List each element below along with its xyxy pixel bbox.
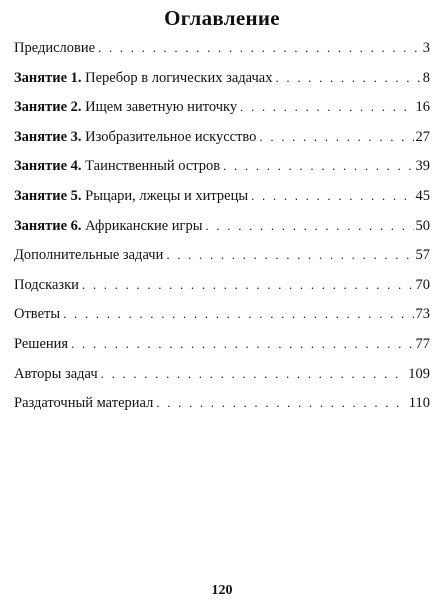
dot-leader: [223, 158, 413, 174]
toc-entry-lesson: Занятие 4.: [14, 158, 82, 175]
toc-entry-page: 45: [415, 187, 430, 204]
toc-entry-page: 27: [415, 128, 430, 145]
dot-leader: [166, 247, 413, 263]
dot-leader: [101, 366, 407, 382]
table-of-contents: [14, 40, 430, 425]
toc-entry-page: 57: [415, 247, 430, 264]
toc-entry-page: 70: [415, 276, 430, 293]
toc-entry-lesson: Занятие 2.: [14, 99, 82, 116]
toc-entry-text: [14, 158, 220, 175]
toc-entry-title: Таинственный остров: [85, 158, 221, 175]
toc-entry-text: [14, 188, 248, 205]
toc-entry-text: [14, 99, 237, 116]
toc-entry-title: Решения: [14, 335, 69, 352]
toc-entry: [14, 158, 430, 188]
toc-entry: [14, 247, 430, 277]
toc-entry-lesson: Занятие 6.: [14, 217, 82, 234]
toc-entry-title: Изобразительное искусство: [85, 128, 257, 145]
toc-entry: [14, 306, 430, 336]
toc-entry: [14, 188, 430, 218]
toc-entry-page: 16: [415, 99, 430, 116]
dot-leader: [71, 336, 413, 352]
dot-leader: [98, 40, 421, 56]
toc-entry-title: Перебор в логических задачах: [85, 69, 273, 86]
toc-entry-page: 110: [408, 395, 430, 412]
dot-leader: [206, 218, 414, 234]
toc-entry-lesson: Занятие 5.: [14, 187, 82, 204]
toc-entry-title: Авторы задач: [14, 365, 98, 382]
toc-entry-title: Африканские игры: [85, 217, 203, 234]
page-title: Оглавление: [164, 6, 280, 30]
toc-entry-text: [14, 218, 203, 235]
toc-entry: [14, 277, 430, 307]
toc-entry-text: [14, 366, 98, 383]
toc-entry-page: 109: [408, 365, 430, 382]
toc-entry-title: Подсказки: [14, 276, 79, 293]
dot-leader: [82, 277, 414, 293]
dot-leader: [251, 188, 413, 204]
toc-entry-text: [14, 277, 79, 294]
dot-leader: [63, 306, 413, 322]
toc-entry-text: [14, 336, 68, 353]
page-number: 120: [211, 583, 233, 598]
toc-entry-text: [14, 306, 60, 323]
toc-entry-title: Раздаточный материал: [14, 395, 154, 412]
toc-entry: [14, 99, 430, 129]
toc-entry: [14, 129, 430, 159]
toc-entry-lesson: Занятие 3.: [14, 128, 82, 145]
toc-entry-text: [14, 247, 163, 264]
toc-entry-title: Ответы: [14, 306, 61, 323]
toc-entry: [14, 336, 430, 366]
toc-entry-page: 77: [415, 335, 430, 352]
toc-entry-title: Предисловие: [14, 40, 96, 56]
dot-leader: [156, 395, 406, 411]
toc-entry-page: 3: [422, 40, 430, 56]
toc-entry: [14, 70, 430, 100]
toc-entry-text: [14, 40, 95, 57]
toc-entry: [14, 395, 430, 425]
toc-entry-text: [14, 129, 256, 146]
toc-entry-page: 50: [415, 217, 430, 234]
toc-entry-page: 8: [422, 69, 430, 86]
toc-entry-title: Рыцари, лжецы и хитрецы: [85, 187, 249, 204]
dot-leader: [240, 99, 413, 115]
toc-entry-title: Ищем заветную ниточку: [85, 99, 238, 116]
toc-entry: [14, 366, 430, 396]
toc-entry-lesson: Занятие 1.: [14, 69, 82, 86]
toc-entry-page: 73: [415, 306, 430, 323]
toc-entry: [14, 40, 430, 70]
toc-entry-title: Дополнительные задачи: [14, 247, 164, 264]
toc-entry-page: 39: [415, 158, 430, 175]
dot-leader: [259, 129, 413, 145]
toc-entry-text: [14, 70, 272, 87]
toc-entry-text: [14, 395, 153, 412]
toc-entry: [14, 218, 430, 248]
dot-leader: [275, 70, 420, 86]
